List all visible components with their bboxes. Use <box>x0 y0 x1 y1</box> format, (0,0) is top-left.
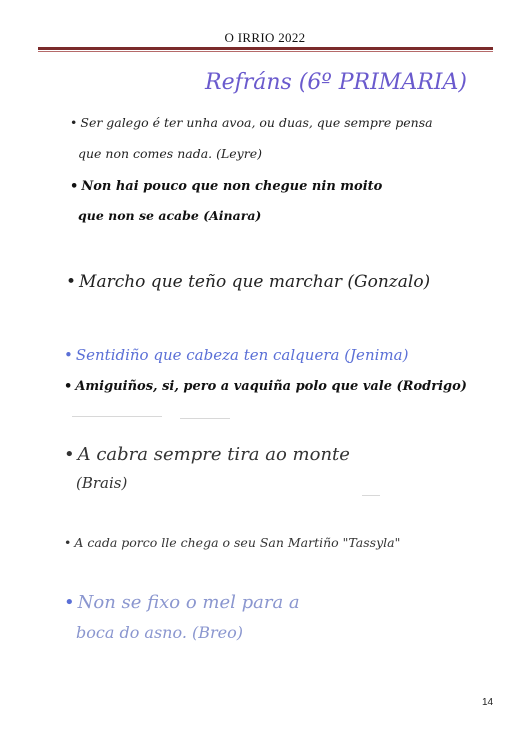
bullet-icon: • <box>66 272 77 292</box>
saying-6-line-2: (Brais) <box>76 474 128 492</box>
saying-text: Marcho que teño que marchar (Gonzalo) <box>79 272 431 292</box>
saying-4-line-1 <box>64 348 408 363</box>
ink-smudge <box>362 495 380 496</box>
page-title: Refráns (6º PRIMARIA) <box>205 70 467 95</box>
bullet-icon: • <box>64 592 75 613</box>
saying-7-line-1 <box>64 537 400 550</box>
page-number: 14 <box>482 697 494 708</box>
ink-smudge <box>72 416 162 417</box>
saying-text: Sentidiño que cabeza ten calquera (Jenima) <box>75 346 409 364</box>
bullet-icon: • <box>64 379 73 394</box>
saying-text: Non hai pouco que non chegue nin moito <box>81 179 383 194</box>
page-header-title: O IRRIO 2022 <box>224 30 306 45</box>
header-rule <box>38 47 493 50</box>
saying-1-line-2: que non comes nada. (Leyre) <box>78 146 262 161</box>
bullet-icon: • <box>64 346 73 364</box>
saying-1-line-1 <box>70 117 433 130</box>
saying-text: Non se fixo o mel para a <box>77 592 300 613</box>
saying-8-line-1 <box>64 594 300 612</box>
bullet-icon: • <box>64 444 75 465</box>
saying-2-line-2: que non se acabe (Ainara) <box>78 208 262 223</box>
saying-text: A cabra sempre tira ao monte <box>77 444 350 465</box>
bullet-icon: • <box>70 179 79 194</box>
saying-3-line-1 <box>66 274 430 291</box>
ink-smudge <box>180 418 230 419</box>
header-rule-thin <box>38 51 493 52</box>
saying-text: Amiguiños, si, pero a vaquiña polo que vale (Rodrigo) <box>75 379 467 394</box>
saying-5-line-1 <box>64 380 467 393</box>
bullet-icon: • <box>64 535 72 550</box>
saying-text: Ser galego é ter unha avoa, ou duas, que sempre pensa <box>80 115 433 130</box>
saying-2-line-1 <box>70 180 382 193</box>
bullet-icon: • <box>70 115 78 130</box>
saying-6-line-1 <box>64 446 350 464</box>
saying-text: A cada porco lle chega o seu San Martiño "Tassyla" <box>74 535 401 550</box>
saying-8-line-2: boca do asno. (Breo) <box>76 623 243 642</box>
